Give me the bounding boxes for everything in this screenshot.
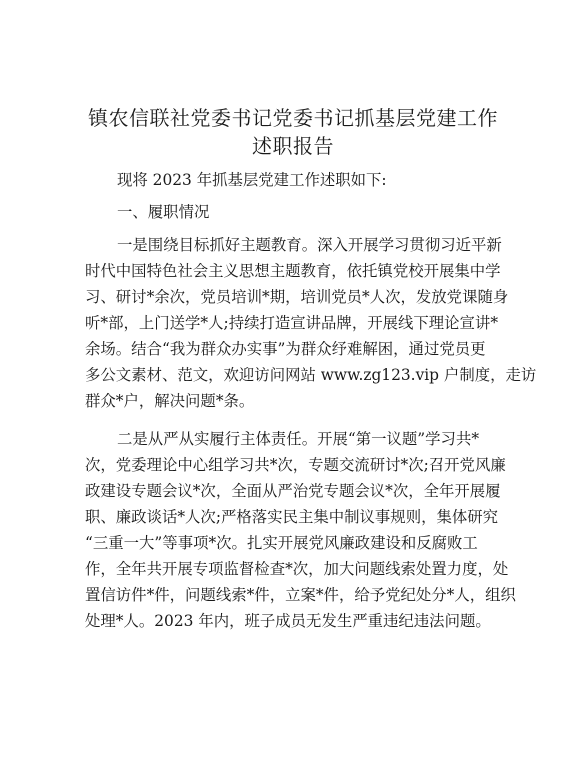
paragraph-2-line: 作，全年共开展专项监督检查*次，加大问题线索处置力度，处 [85, 560, 509, 578]
document-title-line-1: 镇农信联社党委书记党委书记抓基层党建工作 [88, 106, 498, 130]
paragraph-1-line: 听*部，上门送学*人;持续打造宣讲品牌，开展线下理论宣讲* [85, 314, 499, 332]
paragraph-2-line: 政建设专题会议*次，全面从严治党专题会议*次，全年开展履 [85, 482, 501, 500]
paragraph-1-line: 群众*户，解决问题*条。 [85, 392, 255, 410]
paragraph-1-line: 一是围绕目标抓好主题教育。深入开展学习贯彻习近平新 [117, 236, 502, 254]
paragraph-1-line: 余场。结合“我为群众办实事”为群众纾难解困，通过党员更 [85, 340, 486, 358]
paragraph-2-line: 次，党委理论中心组学习共*次，专题交流研讨*次;召开党风廉 [85, 456, 506, 474]
intro-paragraph: 现将 2023 年抓基层党建工作述职如下: [117, 171, 387, 189]
paragraph-1-line: 多公文素材、范文，欢迎访问网站 www.zg123.vip 户制度，走访 [85, 366, 537, 384]
paragraph-2-line: 置信访件*件，问题线索*件，立案*件，给予党纪处分*人，组织 [85, 586, 516, 604]
section-heading-performance: 一、履职情况 [117, 203, 210, 221]
document-title-line-2: 述职报告 [252, 134, 334, 158]
paragraph-2-line: 二是从严从实履行主体责任。开展“第一议题”学习共* [117, 430, 480, 448]
paragraph-1-line: 时代中国特色社会主义思想主题教育，依托镇党校开展集中学 [85, 262, 501, 280]
paragraph-2-line: 处理*人。2023 年内，班子成员无发生严重违纪违法问题。 [85, 612, 491, 630]
paragraph-2-line: “三重一大”等事项*次。扎实开展党风廉政建设和反腐败工 [85, 534, 478, 552]
paragraph-1-line: 习、研讨*余次，党员培训*期，培训党员*人次，发放党课随身 [85, 288, 509, 306]
paragraph-2-line: 职、廉政谈话*人次;严格落实民主集中制议事规则，集体研究 [85, 508, 499, 526]
